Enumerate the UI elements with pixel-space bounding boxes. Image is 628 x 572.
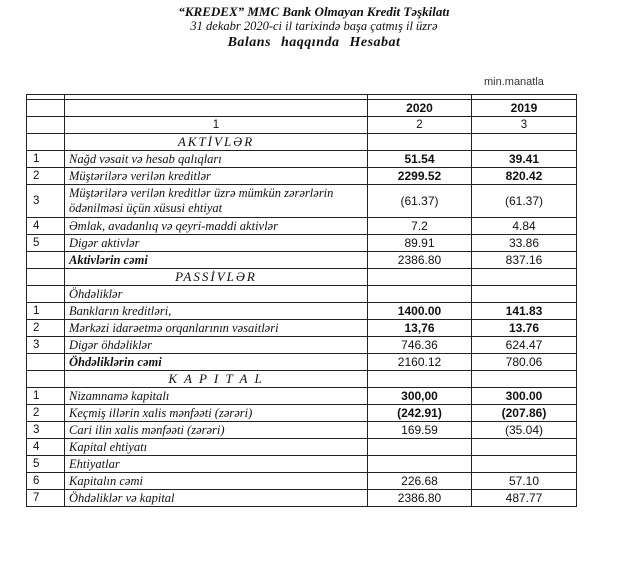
value-2019: 820.42: [472, 168, 577, 185]
value-2019: (35.04): [472, 422, 577, 439]
row-number: 5: [27, 235, 65, 252]
table-row: [27, 235, 577, 252]
table-row: [27, 303, 577, 320]
table-row: [27, 422, 577, 439]
liabilities-rows: [27, 303, 577, 354]
value-2020: 1400.00: [368, 303, 472, 320]
table-row: [27, 473, 577, 490]
liabilities-total-2019: 780.06: [472, 354, 577, 371]
row-label: Kapitalın cəmi: [65, 473, 368, 490]
value-2019: [472, 439, 577, 456]
table-row: [27, 456, 577, 473]
column-index-2019: 3: [472, 117, 577, 134]
row-number: 1: [27, 151, 65, 168]
row-number: 3: [27, 185, 65, 218]
liabilities-total-row: [27, 354, 577, 371]
row-number: 1: [27, 388, 65, 405]
table-row: [27, 151, 577, 168]
row-label: Müştərilərə verilən kreditlər üzrə mümkün zərərlərin ödənilməsi üçün xüsusi ehtiyat: [65, 185, 368, 218]
table-row: [27, 490, 577, 507]
value-2020: 13,76: [368, 320, 472, 337]
table-row: [27, 218, 577, 235]
value-2019: 624.47: [472, 337, 577, 354]
value-2020: 2299.52: [368, 168, 472, 185]
table-row: [27, 405, 577, 422]
capital-rows: [27, 388, 577, 507]
row-label: Əmlak, avadanlıq və qeyri-maddi aktivlər: [65, 218, 368, 235]
value-2020: (242.91): [368, 405, 472, 422]
period-line: 31 dekabr 2020-ci il tarixində başa çatmış il üzrə: [190, 19, 438, 33]
row-label: Ehtiyatlar: [65, 456, 368, 473]
assets-total-label: Aktivlərin cəmi: [65, 252, 368, 269]
value-2020: 226.68: [368, 473, 472, 490]
row-number: 5: [27, 456, 65, 473]
empty-cell: [27, 117, 65, 134]
column-index-2020: 2: [368, 117, 472, 134]
value-2020: 169.59: [368, 422, 472, 439]
row-label: Kapital ehtiyatı: [65, 439, 368, 456]
table-row: [27, 439, 577, 456]
capital-section-row: [27, 371, 577, 388]
assets-section-row: [27, 134, 577, 151]
value-2019: (61.37): [472, 185, 577, 218]
row-number: 1: [27, 303, 65, 320]
year-header-row: [27, 100, 577, 117]
row-number: 3: [27, 337, 65, 354]
column-index-row: [27, 117, 577, 134]
value-2020: 746.36: [368, 337, 472, 354]
row-label: Öhdəliklər və kapital: [65, 490, 368, 507]
assets-rows: [27, 151, 577, 252]
assets-total-2019: 837.16: [472, 252, 577, 269]
liabilities-section-row: [27, 269, 577, 286]
value-2020: 89.91: [368, 235, 472, 252]
value-2020: [368, 456, 472, 473]
value-2019: 141.83: [472, 303, 577, 320]
row-label: Keçmiş illərin xalis mənfəəti (zərəri): [65, 405, 368, 422]
assets-total-row: [27, 252, 577, 269]
liabilities-label: Öhdəliklər: [65, 286, 368, 303]
row-label: Digər aktivlər: [65, 235, 368, 252]
liabilities-label-row: [27, 286, 577, 303]
row-number: 7: [27, 490, 65, 507]
row-number: 6: [27, 473, 65, 490]
value-2019: 13.76: [472, 320, 577, 337]
table-row: [27, 320, 577, 337]
column-index-name: 1: [65, 117, 368, 134]
row-label: Digər öhdəliklər: [65, 337, 368, 354]
value-2020: [368, 439, 472, 456]
report-title: Balans haqqında Hesabat: [227, 35, 401, 50]
table-row: [27, 337, 577, 354]
value-2020: 51.54: [368, 151, 472, 168]
value-2019: 57.10: [472, 473, 577, 490]
liabilities-section-title: PASSİVLƏR: [65, 269, 368, 286]
company-name: “KREDEX” MMC Bank Olmayan Kredit Təşkilatı: [178, 4, 450, 19]
capital-section-title: K A P I T A L: [65, 371, 368, 388]
value-2020: 300,00: [368, 388, 472, 405]
unit-label: min.manatla: [484, 76, 544, 88]
row-label: Mərkəzi idarəetmə orqanlarının vəsaitləri: [65, 320, 368, 337]
table-row: [27, 388, 577, 405]
value-2020: 2386.80: [368, 490, 472, 507]
value-2019: 33.86: [472, 235, 577, 252]
row-number: 4: [27, 218, 65, 235]
value-2019: (207.86): [472, 405, 577, 422]
table-row: [27, 185, 577, 218]
row-number: 2: [27, 405, 65, 422]
liabilities-total-2020: 2160.12: [368, 354, 472, 371]
empty-cell: [27, 100, 65, 117]
report-header: [0, 4, 628, 51]
row-number: 3: [27, 422, 65, 439]
row-label: Nizamnamə kapitalı: [65, 388, 368, 405]
value-2020: (61.37): [368, 185, 472, 218]
row-label: Nağd vəsait və hesab qalıqları: [65, 151, 368, 168]
value-2019: [472, 456, 577, 473]
value-2019: 300.00: [472, 388, 577, 405]
value-2020: 7.2: [368, 218, 472, 235]
row-label: Müştərilərə verilən kreditlər: [65, 168, 368, 185]
row-number: 2: [27, 168, 65, 185]
value-2019: 4.84: [472, 218, 577, 235]
year-2019-header: 2019: [472, 100, 577, 117]
value-2019: 39.41: [472, 151, 577, 168]
balance-sheet-table: [26, 94, 577, 507]
liabilities-total-label: Öhdəliklərin cəmi: [65, 354, 368, 371]
row-number: 4: [27, 439, 65, 456]
row-number: 2: [27, 320, 65, 337]
value-2019: 487.77: [472, 490, 577, 507]
row-label: Cari ilin xalis mənfəəti (zərəri): [65, 422, 368, 439]
assets-section-title: AKTİVLƏR: [65, 134, 368, 151]
empty-cell: [65, 100, 368, 117]
assets-total-2020: 2386.80: [368, 252, 472, 269]
year-2020-header: 2020: [368, 100, 472, 117]
table-row: [27, 168, 577, 185]
row-label: Bankların kreditləri,: [65, 303, 368, 320]
